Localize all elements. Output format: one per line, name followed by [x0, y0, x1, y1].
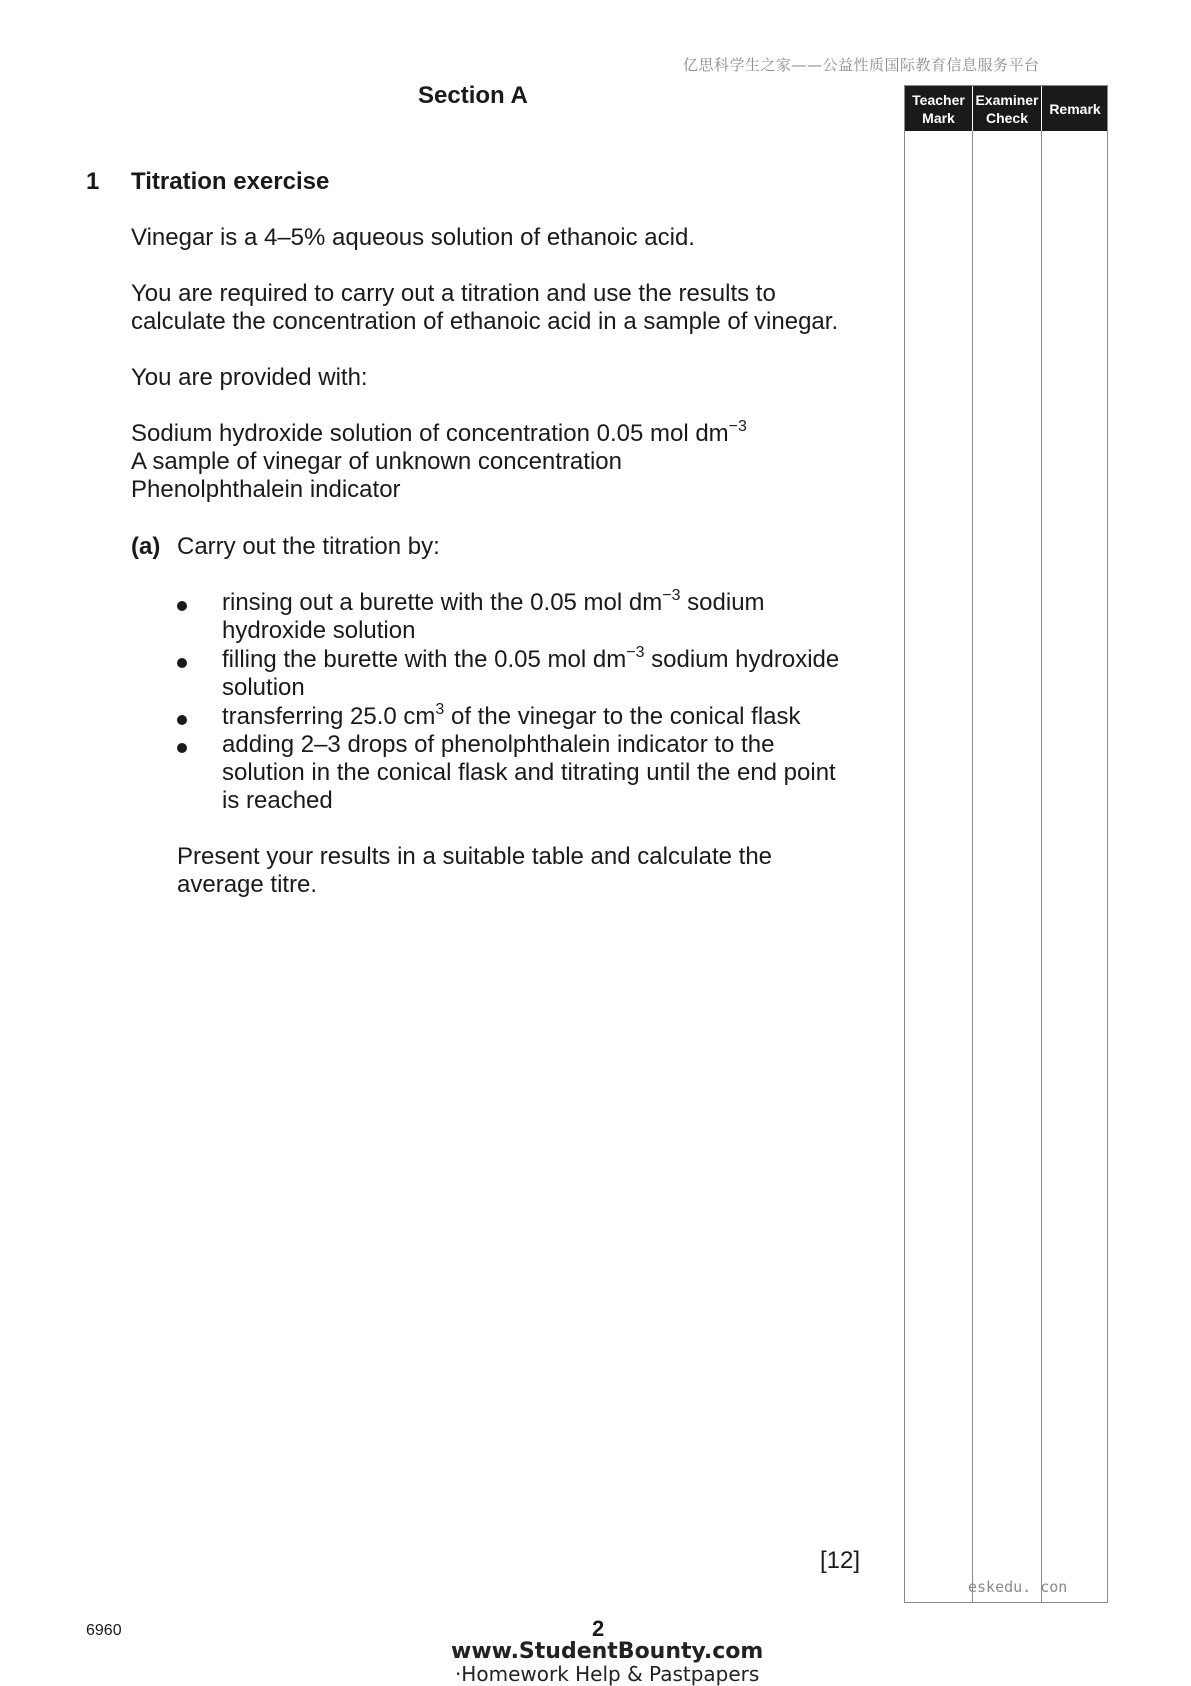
- question-title: Titration exercise: [131, 168, 330, 195]
- present-results-text: Present your results in a suitable table and calculate the average titre.: [177, 843, 773, 898]
- header-examiner-check: Examiner Check: [975, 91, 1039, 126]
- bullet-icon: [177, 743, 187, 753]
- provided-text: You are provided with:: [131, 364, 368, 391]
- material-naoh: Sodium hydroxide solution of concentration 0.05 mol $dm^{-3}$: [131, 418, 747, 447]
- watermark-header: 亿思科学生之家——公益性质国际教育信息服务平台: [683, 56, 1040, 74]
- part-a-text: Carry out the titration by:: [177, 533, 440, 560]
- column-divider: [1041, 86, 1042, 1602]
- materials-list: [131, 420, 747, 504]
- page-number: 2: [592, 1616, 605, 1641]
- studentbounty-watermark: www.StudentBounty.com ·Homework Help & Pastpapers: [451, 1639, 764, 1686]
- column-divider: [972, 86, 973, 1602]
- bullet-rinse: rinsing out a burette with the 0.05 mol $dm^{-3}$ sodium hydroxide solution: [222, 587, 765, 644]
- header-teacher-mark: Teacher Mark: [912, 91, 965, 126]
- section-title: Section A: [418, 82, 528, 109]
- required-line-1: You are required to carry out a titration and use the results to: [131, 280, 776, 307]
- required-text: [131, 280, 838, 336]
- intro-text: Vinegar is a 4–5% aqueous solution of ethanoic acid.: [131, 224, 695, 251]
- bullet-fill: filling the burette with the 0.05 mol $dm^{-3}$ sodium hydroxide solution: [222, 644, 840, 701]
- header-divider: [972, 86, 973, 131]
- bullet-icon: [177, 715, 187, 725]
- paper-code: 6960: [86, 1622, 122, 1639]
- bullet-titrate: adding 2–3 drops of phenolphthalein indicator to the solution in the conical flask and titrating until the end point is reached: [222, 731, 836, 814]
- bullet-transfer: transferring 25.0 $cm^3$ of the vinegar to the conical flask: [222, 701, 801, 730]
- watermark-eskedu: eskedu. con: [968, 1578, 1068, 1596]
- header-divider: [1041, 86, 1042, 131]
- material-indicator: Phenolphthalein indicator: [131, 476, 401, 503]
- marks-total: [12]: [820, 1547, 861, 1574]
- part-a-label: (a): [131, 533, 161, 560]
- bullet-icon: [177, 601, 187, 611]
- mark-table: [904, 85, 1108, 1603]
- bullet-icon: [177, 658, 187, 668]
- required-line-2: calculate the concentration of ethanoic acid in a sample of vinegar.: [131, 308, 839, 335]
- material-vinegar: A sample of vinegar of unknown concentration: [131, 448, 622, 475]
- question-number: 1: [86, 168, 100, 195]
- header-remark: Remark: [1049, 100, 1101, 117]
